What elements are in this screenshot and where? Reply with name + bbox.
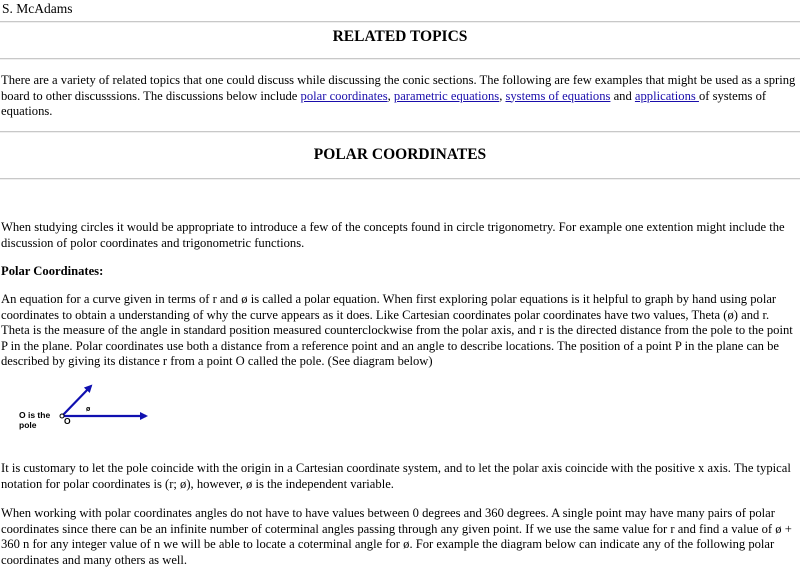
intro-text-end: of systems of equations. <box>1 88 767 118</box>
related-topics-heading: RELATED TOPICS <box>332 28 468 45</box>
separator: , <box>499 88 506 103</box>
systems-of-equations-link[interactable]: systems of equations <box>505 88 611 103</box>
author-name: S. McAdams <box>2 1 73 16</box>
separator: , <box>387 88 394 103</box>
parametric-equations-link[interactable]: parametric equations <box>393 88 500 103</box>
cartesian-paragraph: It is customary to let the pole coincide with the origin in a Cartesian coordinate system, and to let the polar axis coincide with the positive x axis. The typical notation for polar coordinates is (r; ø), however, ø is the independent variable. <box>1 461 791 491</box>
polar-equation-paragraph: An equation for a curve given in terms of r and ø is called a polar equation. When first exploring polar equations is it helpful to graph by hand using polar coordinates to obtain a understanding of why the curve appears as it does. Like Cartesian coordinates polar coordinates have two values, Theta (ø) and r. Theta is the measure of the angle in standard position measured counterclockwise from the polar axis, and r is the directed distance from the pole to the point P in the plane. Polar coordinates use both a distance from a reference point and an angle to describe locations. The position of a point P in the plane can be described by giving its distance r from a point O called the pole. (See diagram below) <box>1 292 793 368</box>
polar-coordinates-subheading: Polar Coordinates: <box>1 264 104 278</box>
polar-coordinates-heading: POLAR COORDINATES <box>313 146 487 163</box>
polar-diagram <box>0 378 170 438</box>
angle-label: ø <box>86 406 91 413</box>
divider <box>0 131 800 133</box>
divider <box>0 58 800 60</box>
divider <box>0 21 800 23</box>
divider <box>0 178 800 180</box>
pole-label-line2: pole <box>19 420 37 430</box>
polar-coordinates-link[interactable]: polar coordinates <box>300 88 388 103</box>
origin-label: O <box>64 416 71 426</box>
intro-text-start: There are a variety of related topics that one could discuss while discussing the conic sections. The following are few examples that might be used as a spring board to other discusssions. The discussions below include <box>1 73 796 103</box>
circles-paragraph: When studying circles it would be appropriate to introduce a few of the concepts found in circle trigonometry. For example one extention might include the discussion of polor coordinates and trigonometric functions. <box>1 220 785 250</box>
applications-link[interactable]: applications <box>634 88 699 103</box>
coterminal-paragraph: When working with polar coordinates angles do not have to have values between 0 degrees and 360 degrees. A single point may have many pairs of polar coordinates since there can be an infinite number of coterminal angles passing through any given point. If we use the same value for r and find a value of ø + 360 n for any integer value of n we will be able to locate a coterminal angle for ø. For example the diagram below can indicate any of the following polar coordinates and many others as well. <box>1 506 792 567</box>
separator: and <box>610 88 635 103</box>
pole-label-line1: O is the <box>19 410 51 420</box>
related-intro-paragraph <box>1 73 798 120</box>
